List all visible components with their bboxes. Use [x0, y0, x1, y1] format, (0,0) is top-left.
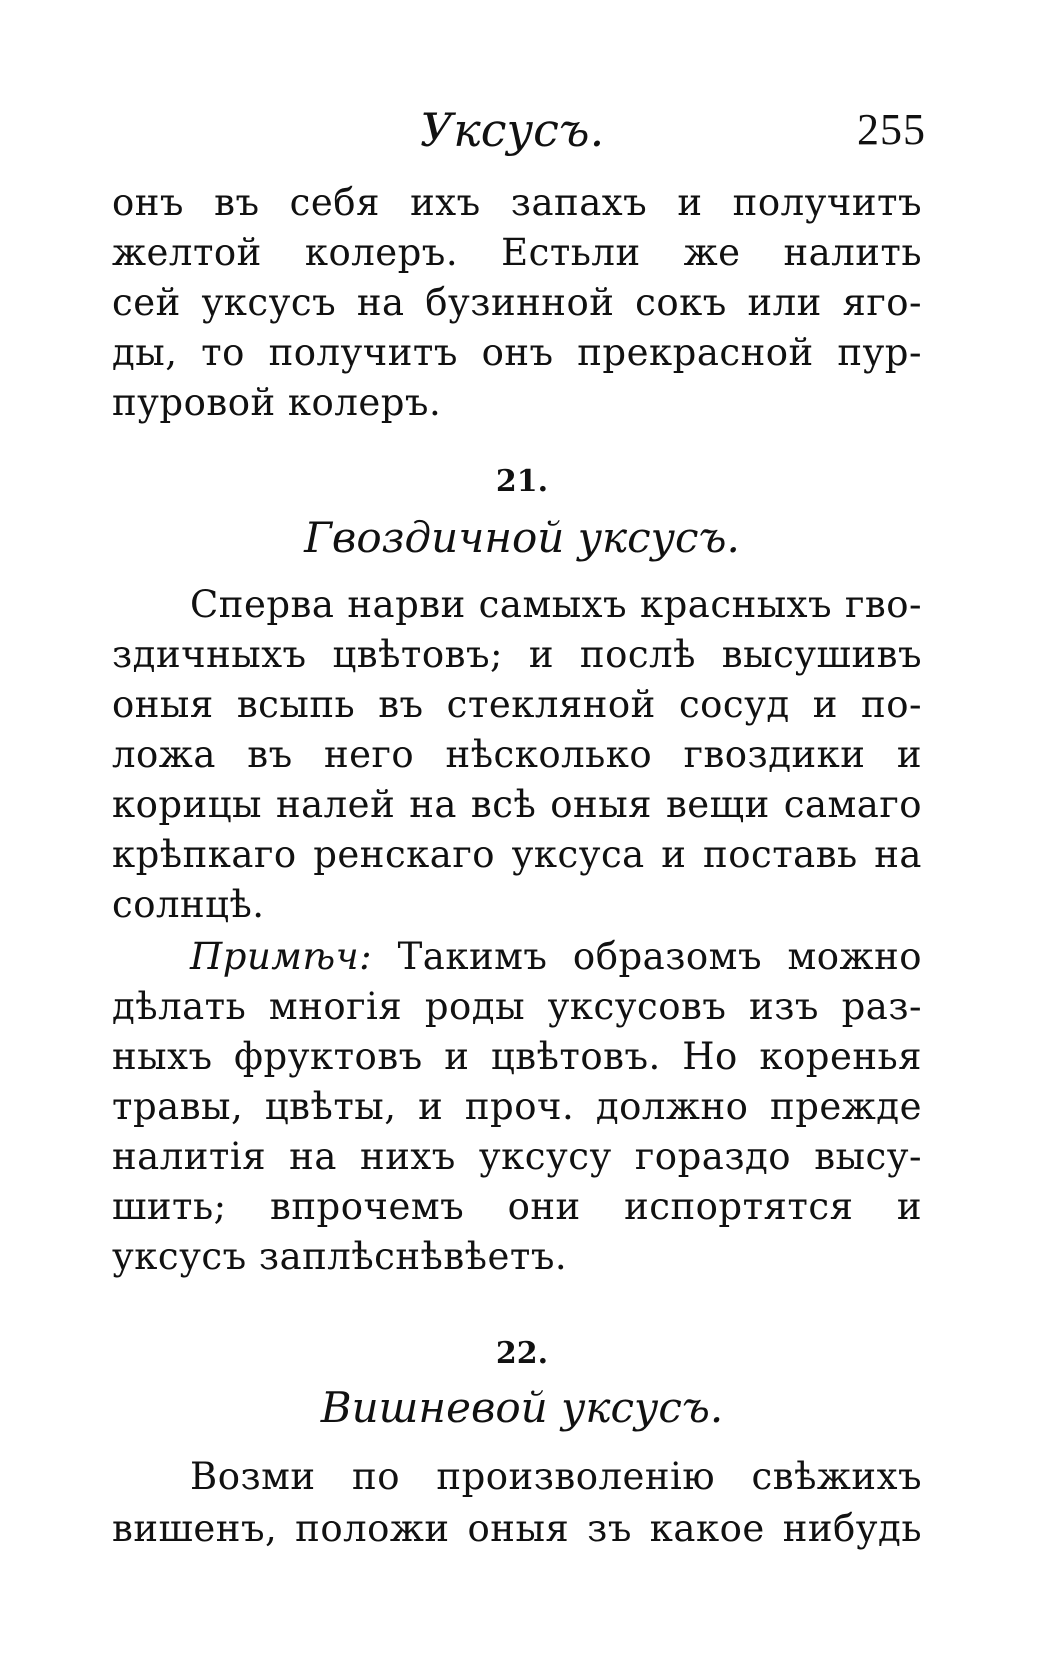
- text-line: пуровой колеръ.: [112, 381, 442, 424]
- running-title: Уксусъ.: [420, 103, 605, 157]
- text-line: желтой колеръ. Естьли же налить: [112, 231, 922, 274]
- text-line: Возми по произволенію свѣжихъ: [190, 1455, 922, 1498]
- text-line: корицы налей на всѣ оныя вещи самаго: [112, 783, 922, 826]
- note-text: Такимъ образомъ можно: [397, 935, 923, 978]
- text-line: вишенъ, положи оныя зъ какое нибудь: [112, 1507, 922, 1550]
- text-line: шить; впрочемъ они испортятся и: [112, 1185, 922, 1228]
- section-heading: Вишневой уксусъ.: [320, 1383, 724, 1432]
- text-line: травы, цвѣты, и проч. должно прежде: [112, 1085, 922, 1128]
- text-line: ложа въ него нѣсколько гвоздики и: [112, 733, 922, 776]
- text-line: ныхъ фруктовъ и цвѣтовъ. Но коренья: [112, 1035, 922, 1078]
- text-line: ды, то получитъ онъ прекрасной пур-: [112, 331, 922, 374]
- text-line: сей уксусъ на бузинной сокъ или яго-: [112, 281, 922, 324]
- section-number: 21.: [495, 464, 549, 499]
- text-line: онъ въ себя ихъ запахъ и получитъ: [112, 181, 922, 224]
- running-header: [0, 100, 1044, 170]
- page-number: 255: [857, 105, 926, 154]
- text-line: налитія на нихъ уксусу гораздо высу-: [112, 1135, 922, 1178]
- note-label: Примѣч:: [190, 935, 373, 978]
- note-line: [190, 932, 922, 982]
- section-heading: Гвоздичной уксусъ.: [304, 513, 740, 562]
- text-line: крѣпкаго ренскаго уксуса и поставь на: [112, 833, 922, 876]
- text-line: дѣлать многія роды уксусовъ изъ раз-: [112, 985, 922, 1028]
- section-number: 22.: [495, 1336, 549, 1371]
- text-line: оныя всыпь въ стекляной сосуд и по-: [112, 683, 922, 726]
- text-line: здичныхъ цвѣтовъ; и послѣ высушивъ: [112, 633, 922, 676]
- text-line: солнцѣ.: [112, 883, 265, 926]
- text-line: Сперва нарви самыхъ красныхъ гво-: [190, 583, 922, 626]
- text-line: уксусъ заплѣснѣвѣетъ.: [112, 1235, 568, 1278]
